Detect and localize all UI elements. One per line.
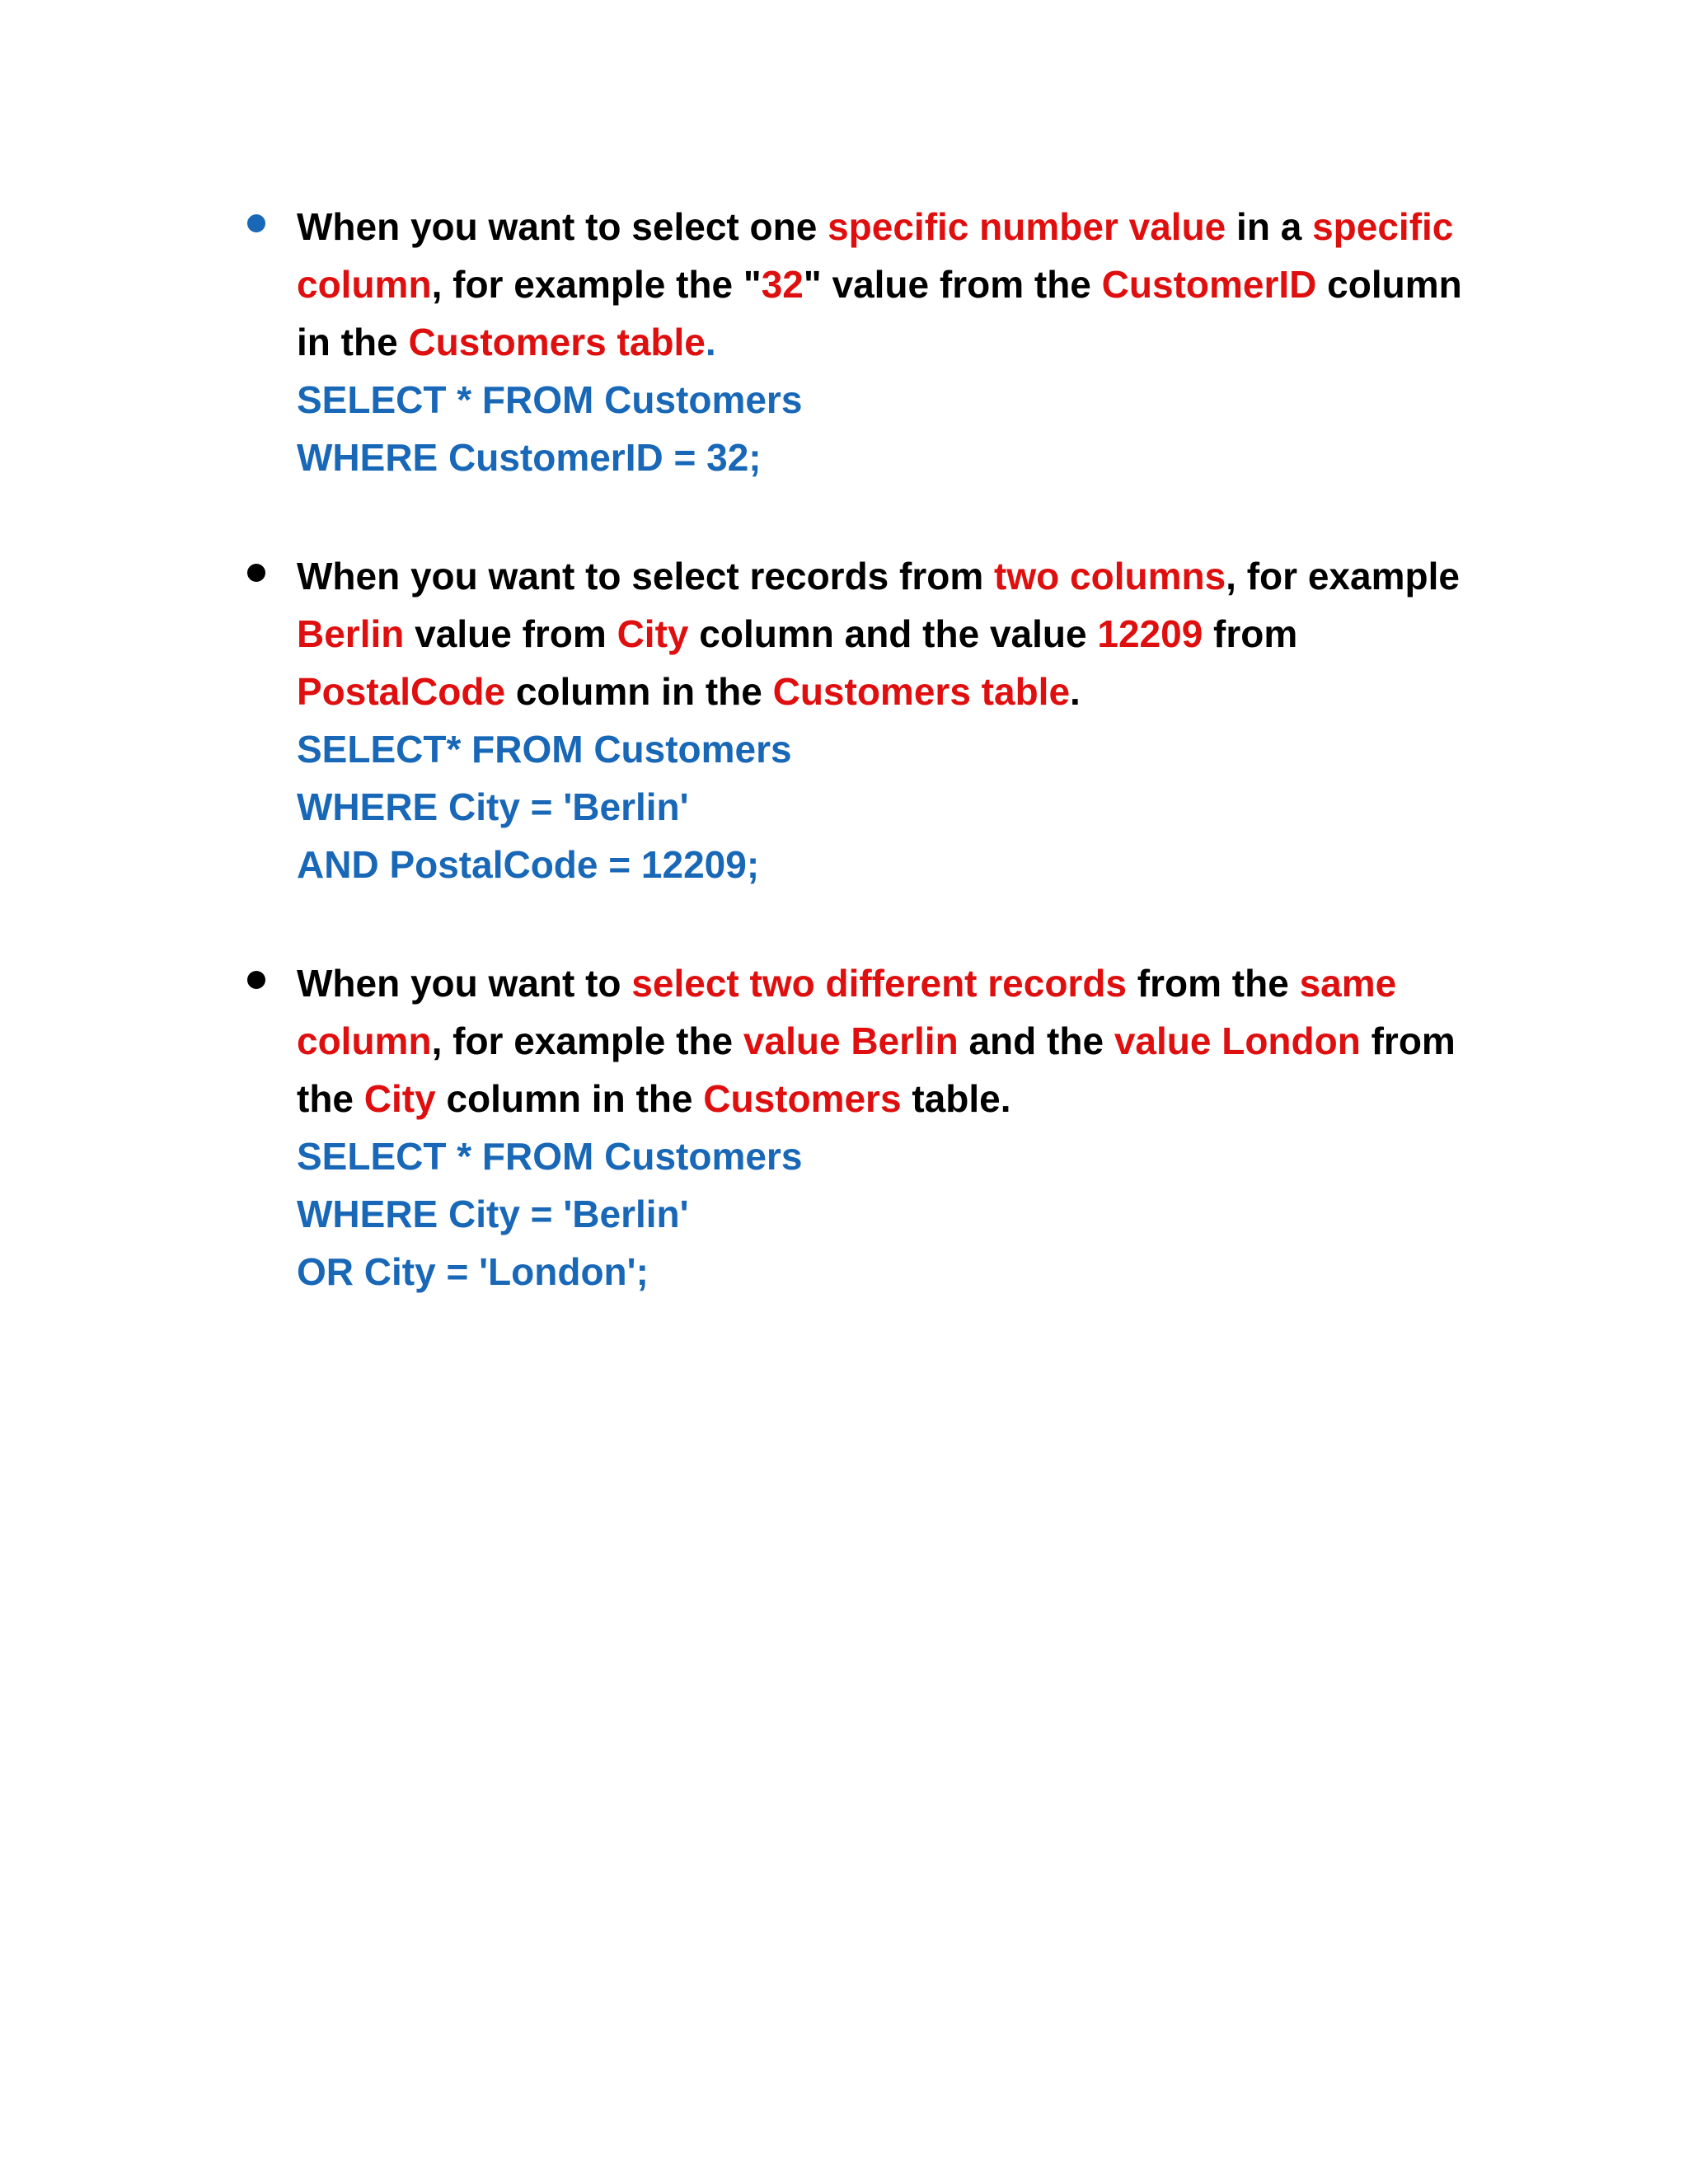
text-run: from the: [297, 1019, 1456, 1120]
highlighted-term: specific number value: [828, 205, 1226, 248]
text-run: from the: [1127, 962, 1300, 1005]
sql-code-line: OR City = 'London';: [297, 1250, 649, 1293]
text-run: .: [705, 321, 716, 363]
text-run: in a: [1226, 205, 1313, 248]
section-content: [297, 954, 1500, 1301]
text-run: When you want to select records from: [297, 555, 995, 598]
highlighted-term: specific column: [297, 205, 1454, 306]
text-run: When you want to select one: [297, 205, 828, 248]
text-run: and the: [958, 1019, 1114, 1062]
text-run: , for example the: [431, 1019, 743, 1062]
instruction-text: [297, 198, 1500, 371]
section-content: [297, 547, 1500, 893]
text-run: When you want to: [297, 962, 632, 1005]
highlighted-term: PostalCode: [297, 670, 506, 713]
text-run: column in the: [297, 263, 1462, 363]
sql-code-line: WHERE City = 'Berlin': [297, 785, 689, 828]
instruction-text: [297, 547, 1500, 720]
highlighted-term: 12209: [1097, 612, 1203, 655]
text-run: , for example the ": [431, 263, 762, 306]
highlighted-term: value Berlin: [743, 1019, 959, 1062]
sql-code-block: [297, 1127, 1500, 1301]
text-run: from: [1203, 612, 1298, 655]
highlighted-term: 32: [761, 263, 804, 306]
bullet-icon: [247, 564, 265, 582]
sql-code-line: WHERE City = 'Berlin': [297, 1193, 689, 1235]
text-run: , for example: [1226, 555, 1460, 598]
sql-code-block: [297, 720, 1500, 893]
text-run: value from: [404, 612, 617, 655]
highlighted-term: select two different records: [631, 962, 1128, 1005]
sql-code-line: WHERE CustomerID = 32;: [297, 436, 762, 479]
sql-code-line: SELECT* FROM Customers: [297, 728, 792, 771]
highlighted-term: value London: [1114, 1019, 1361, 1062]
bullet-icon: [247, 971, 265, 989]
highlighted-term: Berlin: [297, 612, 405, 655]
sql-code-block: [297, 371, 1500, 486]
highlighted-term: Customers table: [408, 321, 706, 363]
text-run: column and the value: [688, 612, 1098, 655]
text-run: table.: [901, 1077, 1011, 1120]
highlighted-term: Customers table: [772, 670, 1071, 713]
highlighted-term: two columns: [994, 555, 1226, 598]
text-run: " value from the: [803, 263, 1102, 306]
highlighted-term: Customers: [703, 1077, 902, 1120]
instruction-text: [297, 954, 1500, 1127]
highlighted-term: CustomerID: [1101, 263, 1317, 306]
text-run: .: [1070, 670, 1081, 713]
sql-code-line: SELECT * FROM Customers: [297, 1135, 803, 1178]
section-content: [297, 198, 1500, 486]
highlighted-term: same column: [297, 962, 1397, 1062]
sql-code-line: AND PostalCode = 12209;: [297, 843, 760, 886]
text-run: column in the: [435, 1077, 704, 1120]
text-run: column in the: [505, 670, 773, 713]
sql-code-line: SELECT * FROM Customers: [297, 378, 803, 421]
highlighted-term: City: [363, 1077, 436, 1120]
bullet-icon: [247, 214, 265, 232]
highlighted-term: City: [617, 612, 689, 655]
